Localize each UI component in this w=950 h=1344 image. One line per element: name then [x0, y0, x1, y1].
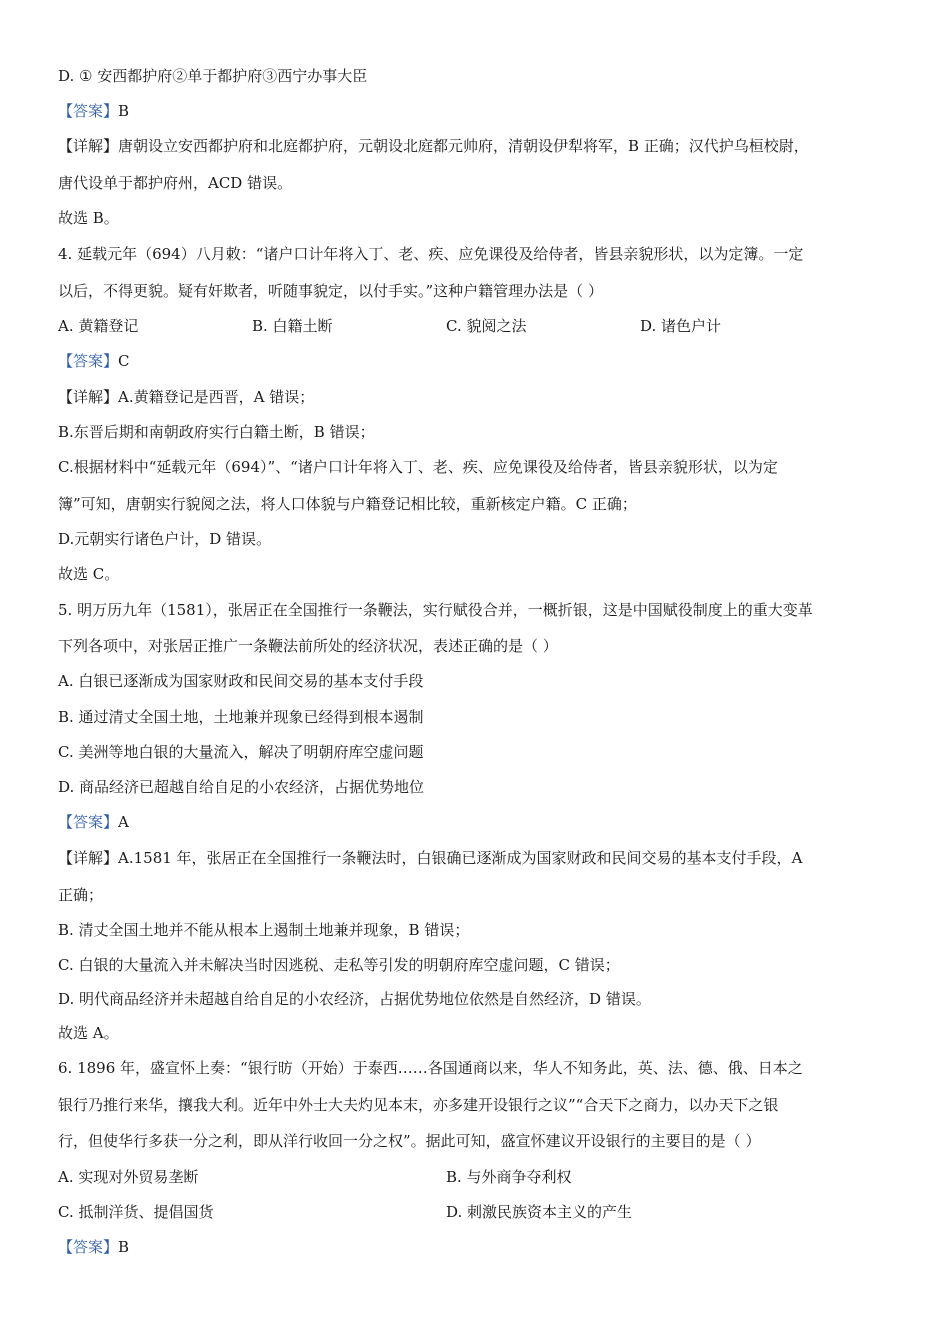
answer-value: C	[118, 352, 130, 370]
answer-value: B	[118, 1238, 130, 1256]
q4-detail-c-cont: 簿”可知，唐朝实行貌阅之法，将人口体貌与户籍登记相比较，重新核定户籍。C 正确；	[58, 495, 637, 513]
q6-stem-cont-2: 行，但使华行多获一分之利，即从洋行收回一分之权”。据此可知，盛宣怀建议开设银行的主要目的是（ ）	[58, 1132, 761, 1150]
q6-option-c: C. 抵制洋货、提倡国货	[58, 1203, 214, 1221]
q5-detail-a	[58, 848, 910, 868]
q6-stem: 6. 1896 年，盛宣怀上奏：“银行昉（开始）于泰西……各国通商以来，华人不知务此，英、法、德、俄、日本之	[58, 1059, 803, 1077]
answer-tag: 【答案】	[58, 352, 119, 370]
q5-detail-b: B. 清丈全国土地并不能从根本上遏制土地兼并现象，B 错误；	[58, 921, 470, 939]
q5-conclusion: 故选 A。	[58, 1024, 119, 1042]
detail-tag: 【详解】	[58, 137, 119, 155]
q5-stem-cont: 下列各项中，对张居正推广一条鞭法前所处的经济状况，表述正确的是（ ）	[58, 637, 558, 655]
answer-value: B	[118, 102, 130, 120]
q4-detail-b: B.东晋后期和南朝政府实行白籍土断，B 错误；	[58, 423, 375, 441]
q5-stem: 5. 明万历九年（1581），张居正在全国推行一条鞭法，实行赋役合并，一概折银，这是中国赋役制度上的重大变革	[58, 601, 813, 619]
answer-tag: 【答案】	[58, 1238, 119, 1256]
q4-detail-a	[58, 387, 910, 407]
q6-option-b: B. 与外商争夺利权	[446, 1168, 572, 1186]
q4-option-d: D. 诸色户计	[640, 317, 722, 335]
q4-conclusion: 故选 C。	[58, 565, 120, 583]
detail-tag: 【详解】	[58, 388, 119, 406]
q3-answer	[58, 101, 910, 121]
q5-answer	[58, 812, 910, 832]
q4-detail-c: C.根据材料中“延载元年（694）”、“诸户口计年将入丁、老、疾、应免课役及给侍者，皆县亲貌形状，以为定	[58, 458, 778, 476]
answer-value: A	[118, 813, 129, 831]
q4-stem-cont: 以后，不得更貌。疑有奸欺者，听随事貌定，以付手实。”这种户籍管理办法是（ ）	[58, 282, 603, 300]
detail-text: A.黄籍登记是西晋，A 错误；	[118, 388, 315, 406]
q3-conclusion: 故选 B。	[58, 209, 119, 227]
answer-tag: 【答案】	[58, 813, 119, 831]
q5-detail-a-cont: 正确；	[58, 886, 104, 904]
q5-detail-c: C. 白银的大量流入并未解决当时因逃税、走私等引发的明朝府库空虚问题，C 错误；	[58, 956, 620, 974]
detail-tag: 【详解】	[58, 849, 119, 867]
q5-detail-d: D. 明代商品经济并未超越自给自足的小农经济，占据优势地位依然是自然经济，D 错误。	[58, 990, 651, 1008]
q5-option-d: D. 商品经济已超越自给自足的小农经济，占据优势地位	[58, 778, 425, 796]
q4-stem: 4. 延载元年（694）八月敕：“诸户口计年将入丁、老、疾、应免课役及给侍者，皆县亲貌形状，以为定簿。一定	[58, 245, 804, 263]
q5-option-c: C. 美洲等地白银的大量流入，解决了明朝府库空虚问题	[58, 743, 424, 761]
q4-option-b: B. 白籍土断	[252, 317, 333, 335]
q6-option-d: D. 刺激民族资本主义的产生	[446, 1203, 633, 1221]
q3-detail-cont: 唐代设单于都护府州，ACD 错误。	[58, 174, 293, 192]
detail-text: 唐朝设立安西都护府和北庭都护府，元朝设北庭都元帅府，清朝设伊犁将军，B 正确；汉代护乌桓校尉，	[118, 137, 809, 155]
q4-option-c: C. 貌阅之法	[446, 317, 527, 335]
answer-tag: 【答案】	[58, 102, 119, 120]
q4-option-a: A. 黄籍登记	[58, 317, 139, 335]
q4-detail-d: D.元朝实行诸色户计，D 错误。	[58, 530, 272, 548]
q4-answer	[58, 351, 910, 371]
detail-text: A.1581 年，张居正在全国推行一条鞭法时，白银确已逐渐成为国家财政和民间交易的基本支付手段，A	[118, 849, 803, 867]
q3-option-d: D. ① 安西都护府②单于都护府③西宁办事大臣	[58, 67, 368, 85]
q6-answer	[58, 1237, 910, 1257]
q6-option-a: A. 实现对外贸易垄断	[58, 1168, 199, 1186]
q5-option-a: A. 白银已逐渐成为国家财政和民间交易的基本支付手段	[58, 672, 424, 690]
q3-detail	[58, 136, 910, 156]
q6-stem-cont-1: 银行乃推行来华，攘我大利。近年中外士大夫灼见本末，亦多建开设银行之议”“合天下之商力，以办天下之银	[58, 1096, 779, 1114]
q5-option-b: B. 通过清丈全国土地，土地兼并现象已经得到根本遏制	[58, 708, 424, 726]
